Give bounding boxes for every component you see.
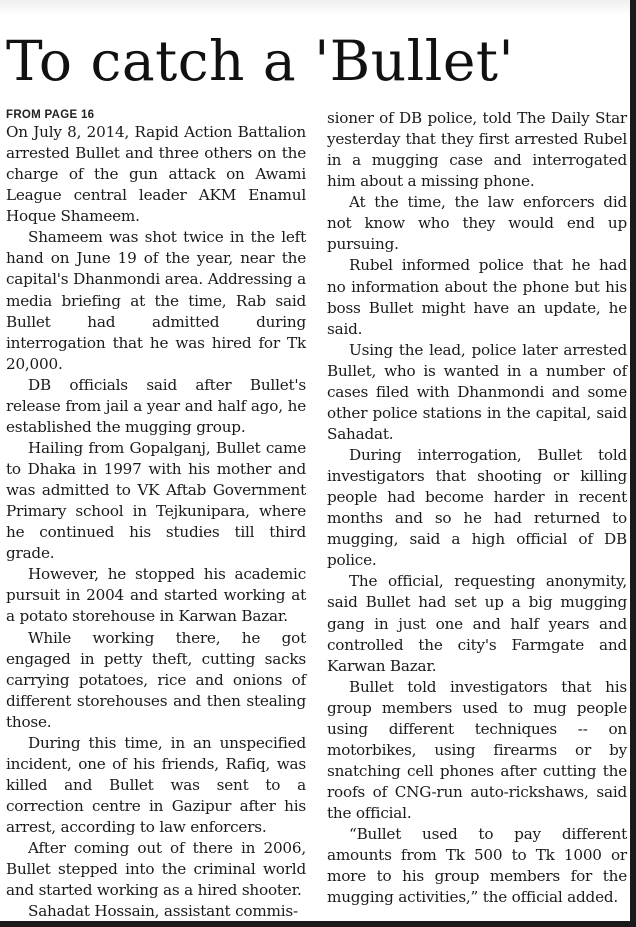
paragraph: sioner of DB police, told The Daily Star yesterday that they first arrested Rubel in a mugging case and interrogated him about a missing phone.: [327, 109, 627, 191]
paragraph: Using the lead, police later arrested Bullet, who is wanted in a number of cases filed with Dhanmondi and some other police stations in the capital, said Sahadat.: [327, 340, 627, 443]
continued-from-label: FROM PAGE 16: [6, 109, 95, 121]
article-column-left: [6, 108, 306, 922]
paragraph: Hailing from Gopalganj, Bullet came to Dhaka in 1997 with his mother and was admitted to VK Aftab Government Primary school in Tejkunipara, where he continued his studies till third grade.: [6, 438, 306, 563]
article-column-right: [327, 108, 627, 908]
paragraph: However, he stopped his academic pursuit in 2004 and started working at a potato storehouse in Karwan Bazar.: [6, 565, 306, 626]
paragraph: Rubel informed police that he had no information about the phone but his boss Bullet might have an update, he said.: [327, 256, 627, 338]
headline: To catch a 'Bullet': [6, 29, 515, 93]
paragraph: While working there, he got engaged in petty theft, cutting sacks carrying potatoes, rice and onions of different storehouses and then stealing those.: [6, 628, 306, 731]
paragraph: At the time, the law enforcers did not know who they would end up pursuing.: [327, 193, 627, 254]
paragraph: “Bullet used to pay different amounts from Tk 500 to Tk 1000 or more to his group members for the mugging activities,” the official added.: [327, 825, 627, 907]
page-bottom-border: [0, 921, 636, 927]
paragraph: During this time, in an unspecified incident, one of his friends, Rafiq, was killed and Bullet was sent to a correction centre in Gazipur after his arrest, according to law enforcers.: [6, 733, 306, 837]
paragraph: During interrogation, Bullet told investigators that shooting or killing people had become harder in recent months and so he had returned to mugging, said a high official of DB police.: [327, 446, 627, 570]
page-top-edge: [0, 0, 636, 16]
paragraph: Bullet told investigators that his group members used to mug people using different techniques -- on motorbikes, using firearms or by snatching cell phones after cutting the roofs of CNG-run auto-rickshaws, said the official.: [327, 677, 627, 823]
paragraph: DB officials said after Bullet's release from jail a year and half ago, he established the mugging group.: [6, 375, 306, 436]
paragraph: Shameem was shot twice in the left hand on June 19 of the year, near the capital's Dhanmondi area. Addressing a media briefing at the time, Rab said Bullet had admitted during interrogation that he was hired for Tk 20,000.: [6, 228, 306, 373]
page-right-border: [630, 0, 636, 927]
paragraph: After coming out of there in 2006, Bullet stepped into the criminal world and started working as a hired shooter.: [6, 839, 306, 900]
paragraph: On July 8, 2014, Rapid Action Battalion arrested Bullet and three others on the charge of the gun attack on Awami League central leader AKM Enamul Hoque Shameem.: [6, 123, 306, 226]
paragraph: The official, requesting anonymity, said Bullet had set up a big mugging gang in just one and half years and controlled the city's Farmgate and Karwan Bazar.: [327, 572, 627, 675]
paragraph: Sahadat Hossain, assistant commis-: [28, 902, 298, 921]
